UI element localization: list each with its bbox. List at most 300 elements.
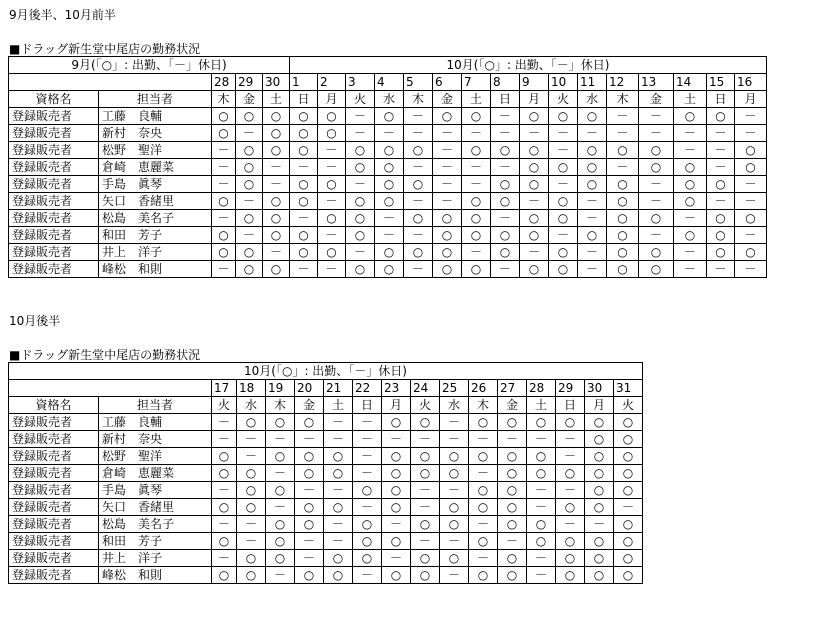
qualification: 登録販売者 — [9, 244, 99, 261]
attendance-mark: ○ — [263, 210, 290, 227]
qualification: 登録販売者 — [9, 465, 99, 482]
day-number: 30 — [263, 74, 290, 91]
staff-row — [9, 567, 643, 584]
attendance-mark: － — [324, 414, 353, 431]
attendance-mark: ○ — [674, 193, 707, 210]
attendance-mark: ○ — [263, 227, 290, 244]
attendance-mark: － — [735, 108, 767, 125]
attendance-mark: － — [411, 499, 440, 516]
attendance-mark: ○ — [549, 261, 578, 278]
attendance-mark: － — [674, 261, 707, 278]
attendance-mark: － — [440, 431, 469, 448]
attendance-mark: ○ — [346, 210, 375, 227]
attendance-mark: － — [578, 261, 607, 278]
attendance-mark: － — [212, 516, 237, 533]
attendance-mark: ○ — [556, 414, 585, 431]
attendance-mark: － — [346, 244, 375, 261]
attendance-mark: － — [346, 108, 375, 125]
attendance-mark: ○ — [527, 465, 556, 482]
attendance-mark: － — [346, 176, 375, 193]
column-header-staff: 担当者 — [99, 91, 212, 108]
blank-header-cell — [9, 380, 212, 397]
attendance-mark: － — [375, 210, 404, 227]
attendance-mark: ○ — [324, 550, 353, 567]
attendance-mark: ○ — [266, 533, 295, 550]
attendance-mark: － — [324, 533, 353, 550]
attendance-mark: － — [346, 125, 375, 142]
attendance-mark: ○ — [411, 448, 440, 465]
weekday: 木 — [607, 91, 639, 108]
qualification: 登録販売者 — [9, 193, 99, 210]
day-number: 28 — [527, 380, 556, 397]
staff-row — [9, 516, 643, 533]
column-header-qualification: 資格名 — [9, 91, 99, 108]
attendance-mark: ○ — [639, 210, 674, 227]
staff-name: 和田 芳子 — [99, 227, 212, 244]
attendance-mark: ○ — [469, 567, 498, 584]
day-number: 15 — [707, 74, 735, 91]
attendance-mark: － — [266, 465, 295, 482]
day-number: 22 — [353, 380, 382, 397]
attendance-mark: ○ — [237, 414, 266, 431]
attendance-mark: ○ — [707, 176, 735, 193]
staff-row — [9, 142, 767, 159]
weekday: 水 — [237, 397, 266, 414]
attendance-mark: ○ — [491, 142, 520, 159]
attendance-mark: － — [433, 125, 462, 142]
staff-row — [9, 159, 767, 176]
day-number: 2 — [318, 74, 346, 91]
attendance-mark: ○ — [382, 482, 411, 499]
blank-header-cell — [9, 74, 212, 91]
attendance-mark: ○ — [585, 499, 614, 516]
attendance-mark: ○ — [639, 142, 674, 159]
section1-heading: 9月後半、10月前半 — [9, 8, 116, 22]
group-header-october: 10月(「○」: 出勤、「－」休日) — [9, 363, 643, 380]
weekday: 火 — [212, 397, 237, 414]
attendance-mark: ○ — [607, 227, 639, 244]
attendance-mark: － — [527, 499, 556, 516]
attendance-mark: ○ — [578, 159, 607, 176]
attendance-mark: ○ — [639, 261, 674, 278]
attendance-mark: － — [237, 448, 266, 465]
attendance-mark: ○ — [527, 533, 556, 550]
attendance-mark: ○ — [382, 533, 411, 550]
attendance-mark: － — [212, 431, 237, 448]
attendance-mark: ○ — [614, 414, 643, 431]
attendance-mark: ○ — [295, 499, 324, 516]
attendance-mark: － — [556, 448, 585, 465]
attendance-mark: ○ — [382, 567, 411, 584]
attendance-mark: ○ — [382, 465, 411, 482]
weekday: 水 — [440, 397, 469, 414]
day-number: 13 — [639, 74, 674, 91]
day-number: 21 — [324, 380, 353, 397]
attendance-mark: － — [491, 108, 520, 125]
attendance-mark: ○ — [318, 176, 346, 193]
attendance-mark: ○ — [639, 159, 674, 176]
attendance-mark: ○ — [236, 176, 263, 193]
attendance-mark: ○ — [527, 414, 556, 431]
attendance-mark: － — [212, 482, 237, 499]
attendance-mark: － — [735, 227, 767, 244]
staff-name: 松野 聖洋 — [99, 448, 212, 465]
attendance-mark: － — [674, 125, 707, 142]
attendance-mark: － — [639, 176, 674, 193]
qualification: 登録販売者 — [9, 499, 99, 516]
attendance-mark: － — [520, 193, 549, 210]
attendance-mark: － — [433, 193, 462, 210]
weekday: 火 — [411, 397, 440, 414]
staff-name: 井上 洋子 — [99, 244, 212, 261]
attendance-mark: ○ — [462, 193, 491, 210]
weekday: 日 — [707, 91, 735, 108]
attendance-mark: ○ — [266, 550, 295, 567]
attendance-mark: ○ — [290, 227, 318, 244]
attendance-mark: － — [404, 108, 433, 125]
weekday: 金 — [236, 91, 263, 108]
attendance-mark: ○ — [607, 142, 639, 159]
attendance-mark: ○ — [212, 533, 237, 550]
qualification: 登録販売者 — [9, 567, 99, 584]
attendance-mark: － — [353, 465, 382, 482]
weekday: 土 — [263, 91, 290, 108]
attendance-mark: ○ — [236, 244, 263, 261]
column-header-qualification: 資格名 — [9, 397, 99, 414]
attendance-mark: ○ — [469, 482, 498, 499]
staff-name: 松野 聖洋 — [99, 142, 212, 159]
attendance-mark: ○ — [440, 516, 469, 533]
attendance-mark: － — [707, 261, 735, 278]
day-number-row — [9, 380, 643, 397]
attendance-mark: ○ — [375, 176, 404, 193]
attendance-mark: ○ — [263, 108, 290, 125]
attendance-mark: － — [639, 108, 674, 125]
staff-name: 矢口 香緒里 — [99, 193, 212, 210]
staff-name: 手島 眞琴 — [99, 176, 212, 193]
attendance-mark: － — [462, 244, 491, 261]
attendance-mark: ○ — [236, 142, 263, 159]
attendance-mark: ○ — [236, 159, 263, 176]
attendance-mark: － — [440, 414, 469, 431]
attendance-mark: － — [212, 142, 236, 159]
staff-row — [9, 482, 643, 499]
attendance-mark: ○ — [346, 261, 375, 278]
attendance-mark: ○ — [212, 244, 236, 261]
attendance-mark: ○ — [433, 210, 462, 227]
day-number: 7 — [462, 74, 491, 91]
day-number: 1 — [290, 74, 318, 91]
attendance-mark: － — [353, 567, 382, 584]
attendance-mark: － — [324, 516, 353, 533]
attendance-mark: ○ — [353, 533, 382, 550]
attendance-mark: － — [353, 448, 382, 465]
attendance-mark: ○ — [411, 414, 440, 431]
attendance-mark: ○ — [469, 499, 498, 516]
attendance-mark: ○ — [549, 210, 578, 227]
qualification: 登録販売者 — [9, 261, 99, 278]
staff-name: 井上 洋子 — [99, 550, 212, 567]
attendance-mark: ○ — [498, 482, 527, 499]
section1-store-title: ■ドラッグ新生堂中尾店の勤務状況 — [9, 42, 201, 56]
attendance-mark: － — [382, 550, 411, 567]
attendance-mark: ○ — [462, 108, 491, 125]
attendance-mark: ○ — [549, 108, 578, 125]
staff-row — [9, 431, 643, 448]
attendance-mark: － — [440, 533, 469, 550]
attendance-mark: ○ — [585, 414, 614, 431]
attendance-mark: ○ — [549, 244, 578, 261]
attendance-mark: － — [556, 482, 585, 499]
attendance-mark: ○ — [290, 142, 318, 159]
staff-name: 新村 奈央 — [99, 431, 212, 448]
weekday: 土 — [674, 91, 707, 108]
staff-name: 峰松 和則 — [99, 261, 212, 278]
attendance-mark: － — [237, 533, 266, 550]
attendance-mark: ○ — [318, 244, 346, 261]
staff-name: 和田 芳子 — [99, 533, 212, 550]
attendance-mark: － — [263, 244, 290, 261]
attendance-mark: ○ — [498, 465, 527, 482]
attendance-mark: － — [549, 227, 578, 244]
attendance-mark: ○ — [585, 533, 614, 550]
attendance-mark: ○ — [236, 210, 263, 227]
day-number: 5 — [404, 74, 433, 91]
weekday: 月 — [520, 91, 549, 108]
attendance-mark: ○ — [411, 516, 440, 533]
section2-heading: 10月後半 — [9, 314, 61, 328]
staff-row — [9, 125, 767, 142]
attendance-mark: ○ — [498, 499, 527, 516]
attendance-mark: ○ — [324, 465, 353, 482]
weekday: 木 — [469, 397, 498, 414]
attendance-mark: ○ — [674, 108, 707, 125]
qualification: 登録販売者 — [9, 414, 99, 431]
attendance-mark: ○ — [290, 244, 318, 261]
attendance-mark: ○ — [440, 448, 469, 465]
attendance-mark: ○ — [290, 125, 318, 142]
attendance-mark: ○ — [353, 550, 382, 567]
weekday: 金 — [498, 397, 527, 414]
weekday: 金 — [639, 91, 674, 108]
attendance-mark: － — [318, 261, 346, 278]
attendance-mark: ○ — [295, 516, 324, 533]
attendance-mark: ○ — [433, 261, 462, 278]
weekday: 火 — [346, 91, 375, 108]
attendance-mark: ○ — [375, 142, 404, 159]
attendance-mark: ○ — [346, 227, 375, 244]
attendance-mark: － — [556, 516, 585, 533]
attendance-mark: － — [237, 431, 266, 448]
staff-row — [9, 499, 643, 516]
staff-row — [9, 176, 767, 193]
day-number: 12 — [607, 74, 639, 91]
attendance-mark: ○ — [212, 567, 237, 584]
staff-row — [9, 261, 767, 278]
attendance-mark: ○ — [674, 159, 707, 176]
attendance-mark: － — [462, 125, 491, 142]
attendance-mark: ○ — [404, 176, 433, 193]
attendance-mark: － — [527, 550, 556, 567]
staff-row — [9, 465, 643, 482]
attendance-mark: － — [491, 125, 520, 142]
attendance-mark: ○ — [375, 193, 404, 210]
staff-row — [9, 108, 767, 125]
attendance-mark: ○ — [735, 244, 767, 261]
attendance-mark: － — [318, 142, 346, 159]
attendance-mark: ○ — [491, 193, 520, 210]
weekday-row — [9, 91, 767, 108]
weekday: 土 — [324, 397, 353, 414]
attendance-mark: ○ — [353, 482, 382, 499]
attendance-mark: － — [527, 567, 556, 584]
attendance-mark: － — [212, 210, 236, 227]
attendance-mark: ○ — [578, 176, 607, 193]
attendance-mark: － — [707, 193, 735, 210]
attendance-mark: － — [266, 431, 295, 448]
attendance-mark: ○ — [469, 448, 498, 465]
attendance-mark: ○ — [346, 193, 375, 210]
attendance-mark: ○ — [318, 108, 346, 125]
attendance-mark: － — [469, 516, 498, 533]
day-number: 19 — [266, 380, 295, 397]
attendance-mark: ○ — [324, 499, 353, 516]
attendance-mark: － — [353, 414, 382, 431]
attendance-mark: － — [295, 431, 324, 448]
attendance-mark: － — [735, 261, 767, 278]
attendance-mark: － — [212, 414, 237, 431]
attendance-mark: － — [469, 431, 498, 448]
attendance-mark: ○ — [614, 465, 643, 482]
attendance-mark: － — [556, 431, 585, 448]
attendance-mark: － — [607, 108, 639, 125]
weekday: 月 — [585, 397, 614, 414]
attendance-mark: － — [212, 550, 237, 567]
attendance-mark: － — [469, 550, 498, 567]
qualification: 登録販売者 — [9, 159, 99, 176]
weekday: 日 — [491, 91, 520, 108]
attendance-mark: ○ — [498, 414, 527, 431]
attendance-mark: ○ — [263, 193, 290, 210]
attendance-mark: ○ — [411, 550, 440, 567]
day-number: 28 — [212, 74, 236, 91]
staff-row — [9, 244, 767, 261]
weekday: 土 — [527, 397, 556, 414]
attendance-mark: ○ — [578, 108, 607, 125]
attendance-mark: ○ — [578, 142, 607, 159]
day-number: 14 — [674, 74, 707, 91]
attendance-mark: － — [375, 227, 404, 244]
attendance-mark: － — [411, 482, 440, 499]
attendance-mark: ○ — [411, 465, 440, 482]
attendance-mark: ○ — [375, 159, 404, 176]
qualification: 登録販売者 — [9, 482, 99, 499]
attendance-mark: ○ — [614, 431, 643, 448]
attendance-mark: ○ — [498, 448, 527, 465]
attendance-mark: － — [290, 159, 318, 176]
qualification: 登録販売者 — [9, 108, 99, 125]
attendance-mark: ○ — [295, 465, 324, 482]
attendance-mark: ○ — [237, 482, 266, 499]
attendance-mark: ○ — [375, 244, 404, 261]
attendance-mark: ○ — [263, 261, 290, 278]
attendance-mark: － — [263, 159, 290, 176]
attendance-mark: ○ — [491, 227, 520, 244]
attendance-mark: － — [295, 533, 324, 550]
day-number: 11 — [578, 74, 607, 91]
attendance-mark: － — [318, 159, 346, 176]
day-number: 26 — [469, 380, 498, 397]
attendance-mark: － — [212, 159, 236, 176]
attendance-mark: － — [212, 176, 236, 193]
attendance-mark: ○ — [578, 227, 607, 244]
day-number: 27 — [498, 380, 527, 397]
attendance-mark: ○ — [353, 516, 382, 533]
attendance-mark: ○ — [556, 567, 585, 584]
attendance-mark: ○ — [556, 533, 585, 550]
day-number: 16 — [735, 74, 767, 91]
attendance-mark: － — [404, 227, 433, 244]
attendance-mark: － — [433, 159, 462, 176]
attendance-mark: － — [375, 125, 404, 142]
day-number: 31 — [614, 380, 643, 397]
attendance-mark: ○ — [237, 550, 266, 567]
day-number: 18 — [237, 380, 266, 397]
attendance-mark: － — [674, 244, 707, 261]
attendance-mark: － — [236, 227, 263, 244]
attendance-mark: － — [440, 567, 469, 584]
attendance-mark: ○ — [237, 567, 266, 584]
qualification: 登録販売者 — [9, 516, 99, 533]
attendance-mark: ○ — [520, 176, 549, 193]
attendance-mark: － — [318, 193, 346, 210]
attendance-mark: ○ — [404, 142, 433, 159]
staff-row — [9, 414, 643, 431]
staff-row — [9, 448, 643, 465]
attendance-mark: ○ — [375, 108, 404, 125]
attendance-mark: ○ — [614, 533, 643, 550]
attendance-mark: ○ — [212, 108, 236, 125]
group-header-row — [9, 363, 643, 380]
weekday: 月 — [382, 397, 411, 414]
attendance-mark: ○ — [295, 414, 324, 431]
day-number: 17 — [212, 380, 237, 397]
attendance-mark: ○ — [404, 244, 433, 261]
attendance-mark: ○ — [549, 159, 578, 176]
attendance-mark: ○ — [324, 448, 353, 465]
attendance-mark: ○ — [527, 448, 556, 465]
attendance-mark: ○ — [469, 414, 498, 431]
attendance-mark: ○ — [520, 159, 549, 176]
attendance-mark: ○ — [295, 567, 324, 584]
weekday: 木 — [266, 397, 295, 414]
attendance-mark: ○ — [433, 227, 462, 244]
attendance-mark: ○ — [318, 125, 346, 142]
attendance-mark: ○ — [346, 159, 375, 176]
attendance-mark: － — [212, 261, 236, 278]
attendance-mark: ○ — [735, 159, 767, 176]
attendance-mark: － — [549, 125, 578, 142]
attendance-mark: ○ — [585, 448, 614, 465]
attendance-mark: － — [469, 465, 498, 482]
staff-name: 手島 眞琴 — [99, 482, 212, 499]
weekday: 日 — [353, 397, 382, 414]
day-number: 10 — [549, 74, 578, 91]
weekday: 水 — [375, 91, 404, 108]
attendance-mark: ○ — [318, 210, 346, 227]
attendance-mark: － — [578, 193, 607, 210]
staff-name: 峰松 和則 — [99, 567, 212, 584]
